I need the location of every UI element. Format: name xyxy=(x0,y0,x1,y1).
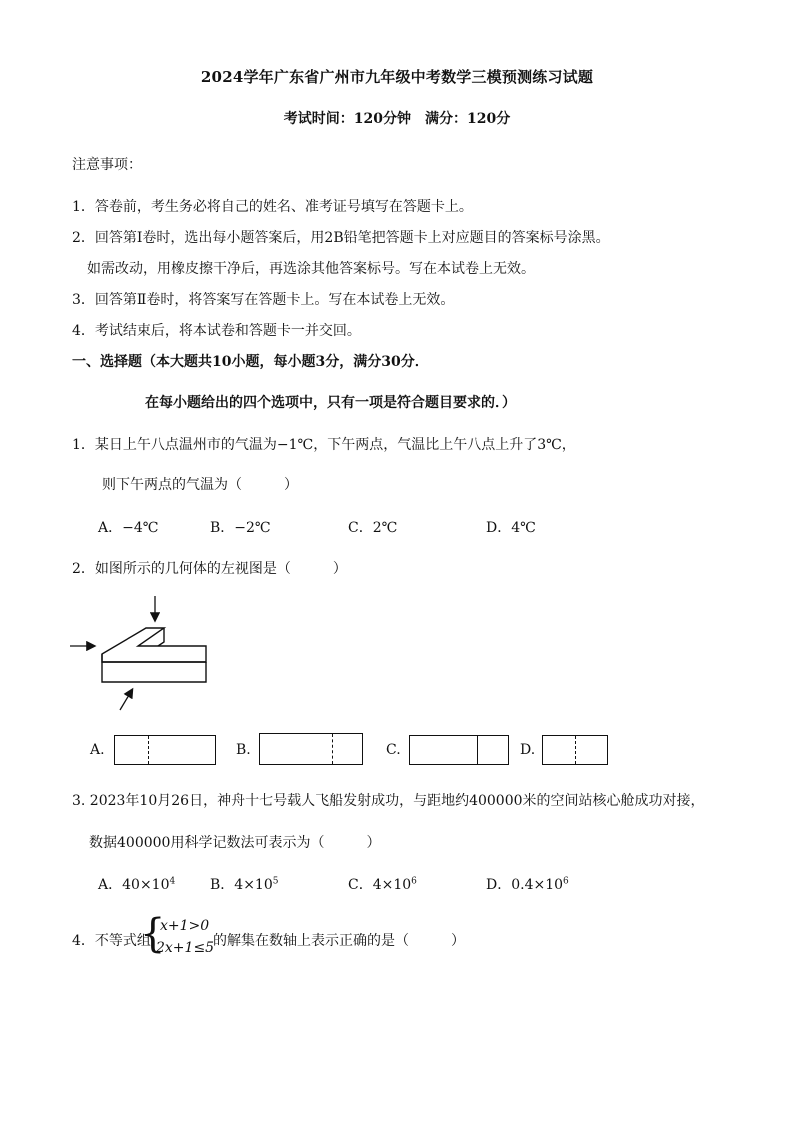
notice-item: 1．答卷前，考生务必将自己的姓名、准考证号填写在答题卡上。 xyxy=(72,199,473,215)
question-3-stem: 3. 2023年10月26日，神舟十七号载人飞船发射成功，与距地约400000米的空间站核心舱成功对接， xyxy=(72,793,705,809)
q2-option-b-label: B. xyxy=(236,742,251,758)
exam-info: 考试时间：120分钟 满分：120分 xyxy=(283,111,511,127)
question-3-stem-cont: 数据400000用科学记数法可表示为（ ） xyxy=(89,835,381,851)
q1-option-d: D．4℃ xyxy=(486,520,536,536)
page-title: 2024学年广东省广州市九年级中考数学三模预测练习试题 xyxy=(200,68,594,86)
q3-option-b: B．$4\times 10^5$ xyxy=(210,876,279,893)
hidden-edge-line xyxy=(332,734,333,764)
section-heading: 一、选择题（本大题共10小题，每小题3分，满分30分． xyxy=(72,354,429,370)
q1-option-a: A．−4℃ xyxy=(98,520,159,536)
system-brace: { xyxy=(140,911,166,957)
notice-item: 3．回答第Ⅱ卷时，将答案写在答题卡上。写在本试卷上无效。 xyxy=(72,292,455,308)
notice-item: 2．回答第Ⅰ卷时，选出每小题答案后，用2B铅笔把答题卡上对应题目的答案标号涂黑。 xyxy=(72,230,610,246)
question-2-stem: 2．如图所示的几何体的左视图是（ ） xyxy=(72,561,347,577)
q3-option-d: D．$0.4\times 10^6$ xyxy=(486,876,569,893)
q2-option-b-diagram xyxy=(259,733,363,765)
q1-option-b: B．−2℃ xyxy=(210,520,271,536)
question-4-prefix: 4．不等式组 xyxy=(72,933,151,949)
question-4-suffix: 的解集在数轴上表示正确的是（ ） xyxy=(213,933,465,949)
q1-option-c: C．2℃ xyxy=(348,520,398,536)
q2-option-d-label: D. xyxy=(520,742,536,758)
hidden-edge-line xyxy=(148,736,149,764)
q2-option-d-diagram xyxy=(542,735,608,765)
notice-heading: 注意事项： xyxy=(72,157,142,173)
question-1-stem: 1．某日上午八点温州市的气温为−1℃，下午两点，气温比上午八点上升了3℃， xyxy=(72,437,576,453)
q2-option-a-diagram xyxy=(114,735,216,765)
q3-option-c: C．$4\times 10^6$ xyxy=(348,876,417,893)
inequality-1: x+1>0 xyxy=(160,918,210,934)
question-1-stem-cont: 则下午两点的气温为（ ） xyxy=(102,477,298,493)
q3-option-a: A．$40\times 10^4$ xyxy=(98,876,176,893)
notice-item: 如需改动，用橡皮擦干净后，再选涂其他答案标号。写在本试卷上无效。 xyxy=(87,261,535,277)
notice-item: 4．考试结束后，将本试卷和答题卡一并交回。 xyxy=(72,323,361,339)
l-shaped-solid-figure xyxy=(60,590,210,720)
side-view-arrow xyxy=(120,690,132,710)
visible-edge-line xyxy=(477,736,478,764)
hidden-edge-line xyxy=(575,736,576,764)
q2-option-c-diagram xyxy=(409,735,509,765)
inequality-2: 2x+1≤5 xyxy=(156,940,215,956)
section-subheading: 在每小题给出的四个选项中，只有一项是符合题目要求的．） xyxy=(145,395,516,411)
solid-edges xyxy=(102,628,206,682)
q2-option-a-label: A. xyxy=(90,742,105,758)
q2-option-c-label: C. xyxy=(386,742,401,758)
